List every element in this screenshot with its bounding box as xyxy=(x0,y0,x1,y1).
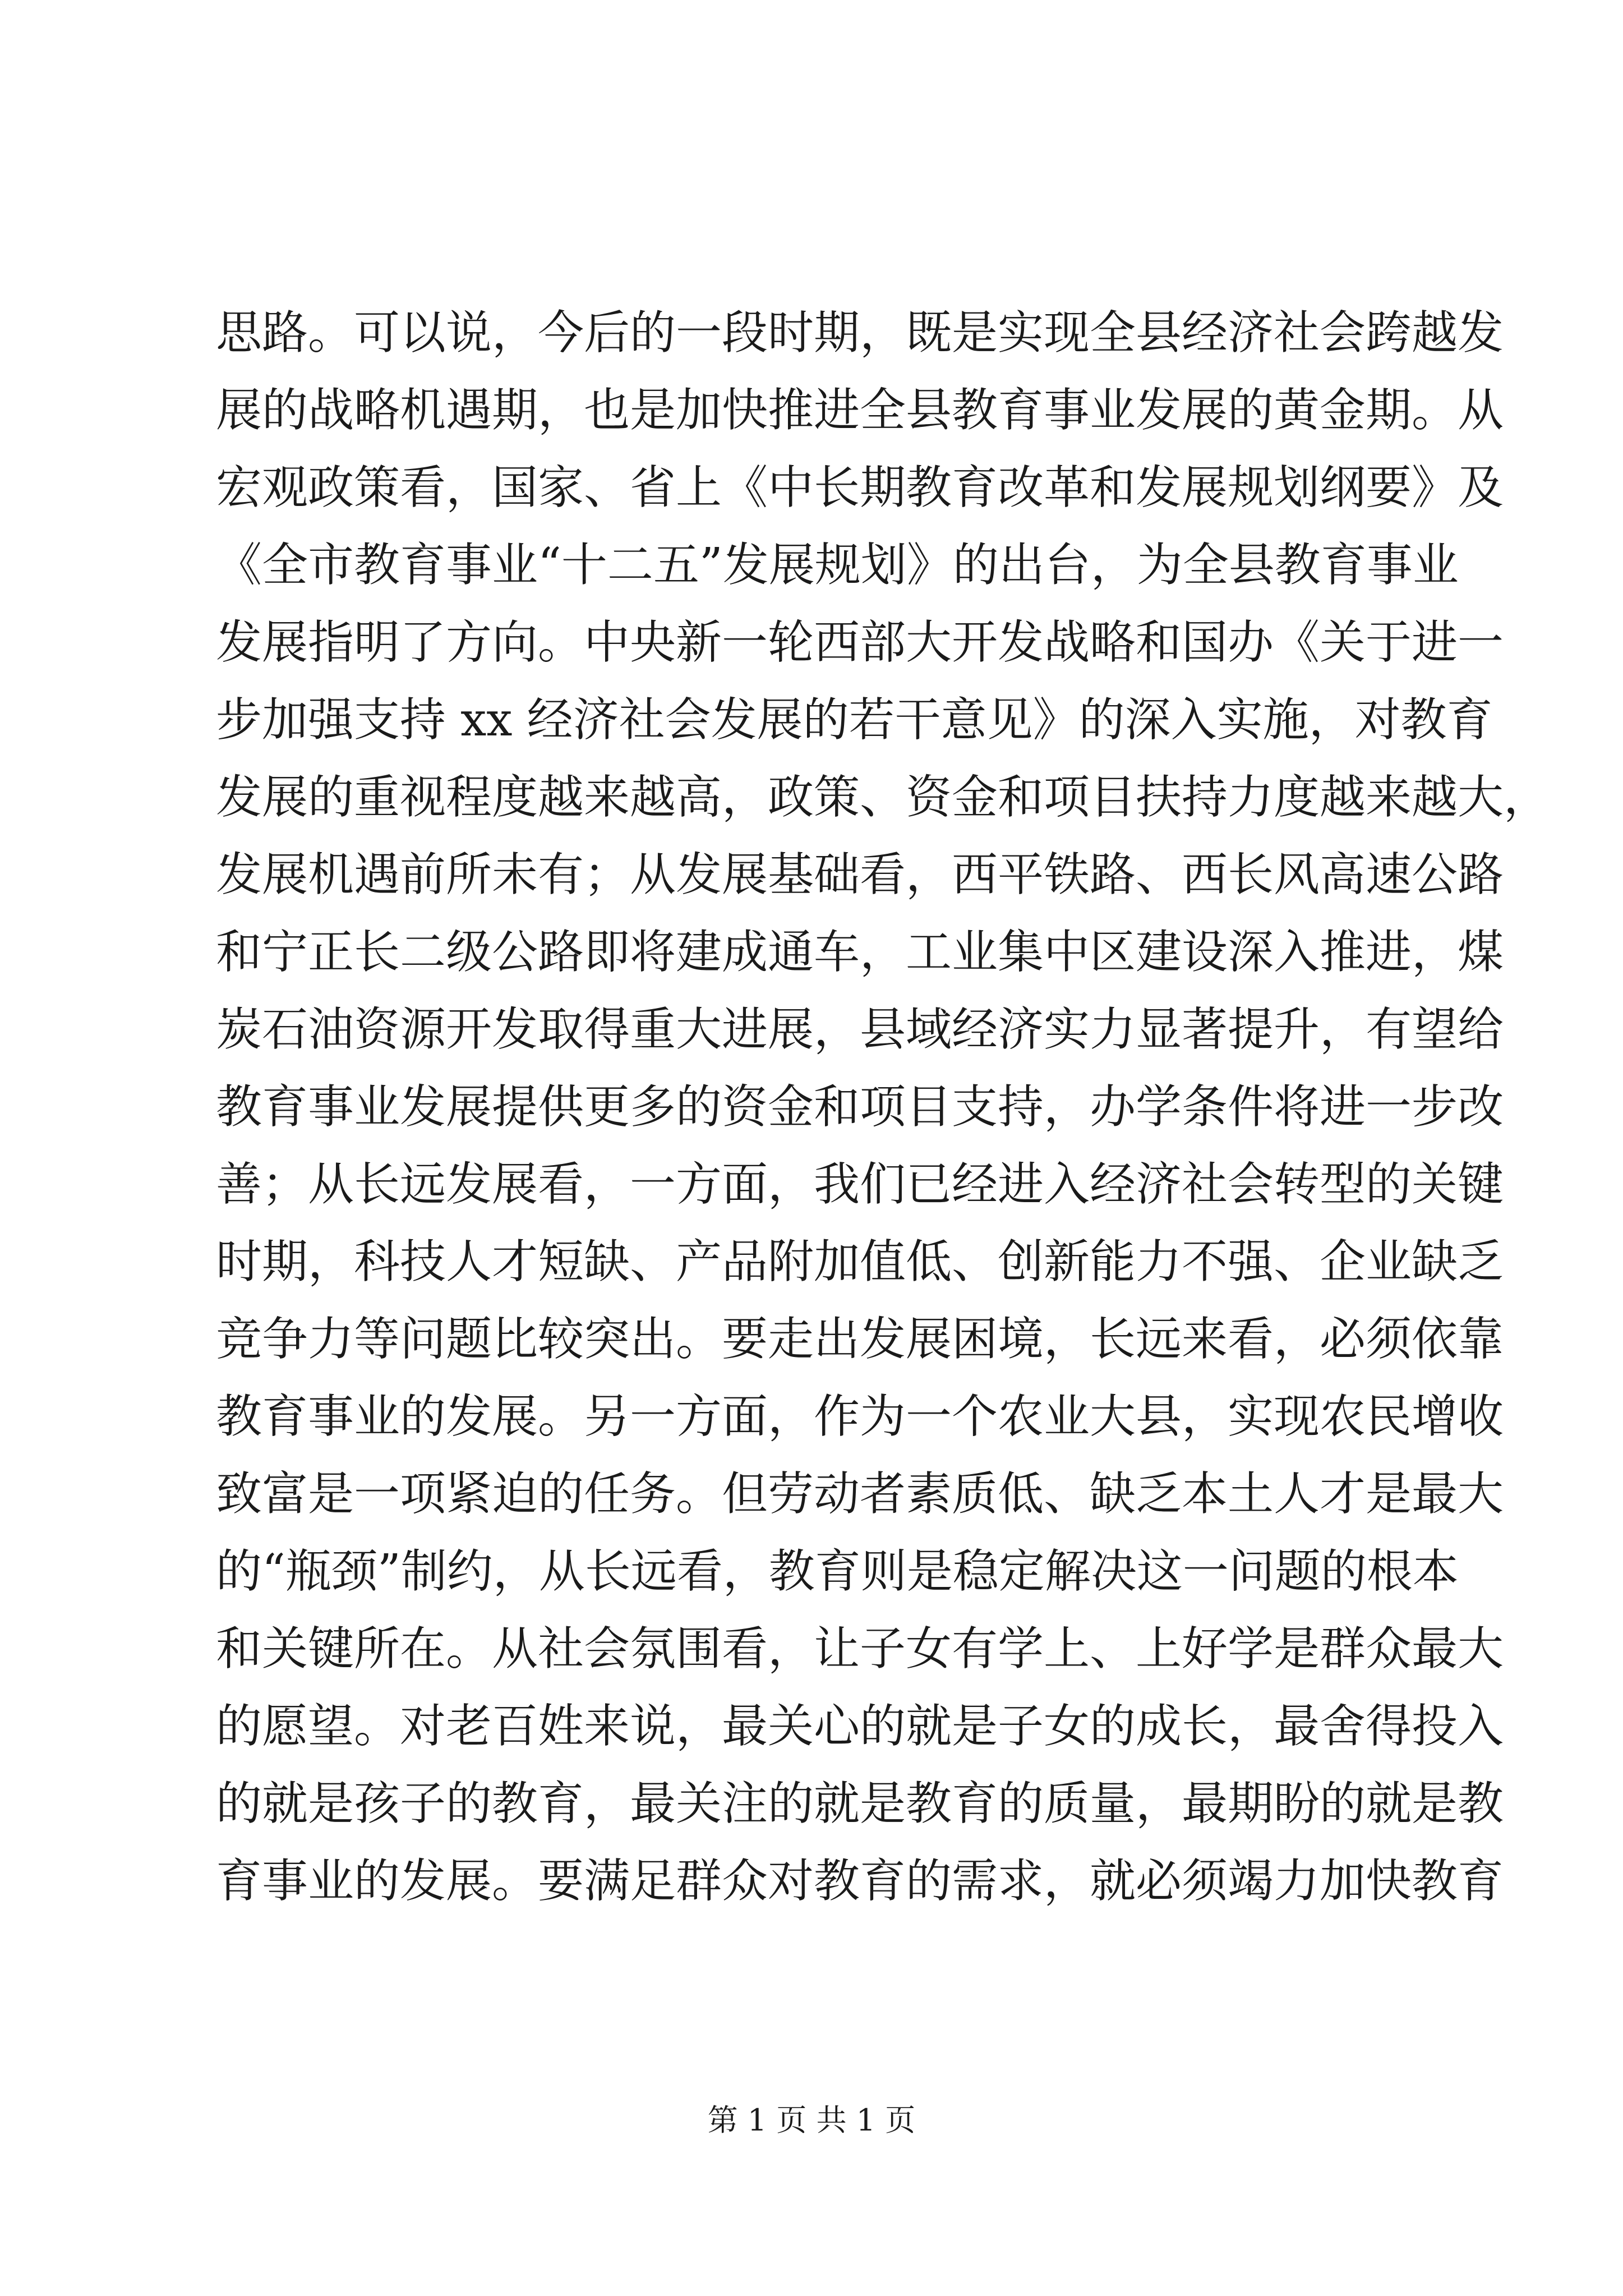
text-line: 宏观政策看，国家、省上《中长期教育改革和发展规划纲要》及 xyxy=(216,461,1504,514)
text-line: 发展机遇前所未有；从发展基础看，西平铁路、西长风高速公路 xyxy=(216,848,1504,901)
text-line: 《全市教育事业“十二五”发展规划》的出台，为全县教育事业 xyxy=(216,539,1459,592)
text-line: 竞争力等问题比较突出。要走出发展困境，长远来看，必须依靠 xyxy=(216,1313,1504,1366)
text-line: 教育事业的发展。另一方面，作为一个农业大县，实现农民增收 xyxy=(216,1390,1504,1443)
text-line: 的就是孩子的教育，最关注的就是教育的质量，最期盼的就是教 xyxy=(216,1777,1504,1830)
document-body xyxy=(216,295,1550,1920)
text-line: 时期，科技人才短缺、产品附加值低、创新能力不强、企业缺乏 xyxy=(216,1235,1504,1289)
text-line: 发展指明了方向。中央新一轮西部大开发战略和国办《关于进一 xyxy=(216,616,1504,669)
text-line: 发展的重视程度越来越高，政策、资金和项目扶持力度越来越大， xyxy=(216,771,1550,824)
page-footer: 第 1 页 共 1 页 xyxy=(707,2102,916,2138)
text-line: 和宁正长二级公路即将建成通车，工业集中区建设深入推进，煤 xyxy=(216,926,1504,979)
text-line: 思路。可以说，今后的一段时期，既是实现全县经济社会跨越发 xyxy=(216,306,1504,360)
text-line: 步加强支持 xx 经济社会发展的若干意见》的深入实施，对教育 xyxy=(216,693,1493,747)
text-line: 和关键所在。从社会氛围看，让子女有学上、上好学是群众最大 xyxy=(216,1622,1504,1676)
text-line: 的“瓶颈”制约，从长远看，教育则是稳定解决这一问题的根本 xyxy=(216,1545,1459,1598)
text-line: 致富是一项紧迫的任务。但劳动者素质低、缺乏本土人才是最大 xyxy=(216,1467,1504,1521)
text-line: 教育事业发展提供更多的资金和项目支持，办学条件将进一步改 xyxy=(216,1080,1504,1134)
text-line: 的愿望。对老百姓来说，最关心的就是子女的成长，最舍得投入 xyxy=(216,1700,1504,1753)
text-line: 育事业的发展。要满足群众对教育的需求，就必须竭力加快教育 xyxy=(216,1855,1504,1908)
text-line: 炭石油资源开发取得重大进展，县域经济实力显著提升，有望给 xyxy=(216,1003,1504,1056)
text-line: 善；从长远发展看，一方面，我们已经进入经济社会转型的关键 xyxy=(216,1158,1504,1211)
text-line: 展的战略机遇期，也是加快推进全县教育事业发展的黄金期。从 xyxy=(216,384,1504,437)
